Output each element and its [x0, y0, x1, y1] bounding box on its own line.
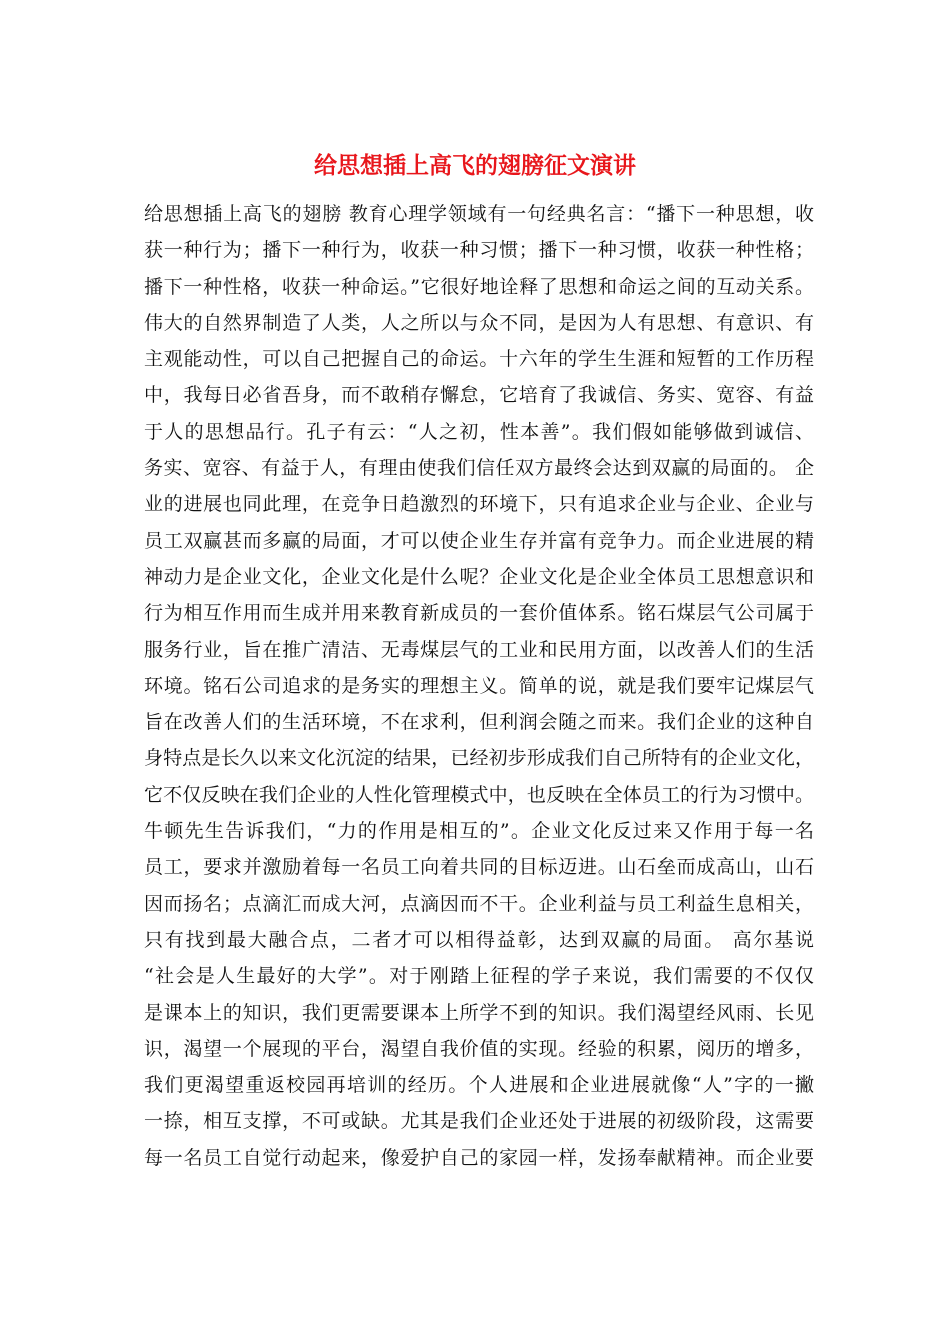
body-line: 播下一种性格，收获一种命运。”它很好地诠释了思想和命运之间的互动关系。 — [144, 275, 814, 298]
body-line: 我们更渴望重返校园再培训的经历。个人进展和企业进展就像“人”字的一撇 — [144, 1074, 814, 1097]
body-line: 牛顿先生告诉我们，“力的作用是相互的”。企业文化反过来又作用于每一名 — [144, 820, 814, 843]
body-line: 获一种行为；播下一种行为，收获一种习惯；播下一种习惯，收获一种性格； — [144, 239, 814, 262]
body-line: 环境。铭石公司追求的是务实的理想主义。简单的说，就是我们要牢记煤层气 — [144, 674, 814, 697]
body-line: 员工双赢甚而多赢的局面，才可以使企业生存并富有竞争力。而企业进展的精 — [144, 529, 814, 552]
body-line: 它不仅反映在我们企业的人性化管理模式中，也反映在全体员工的行为习惯中。 — [144, 783, 814, 806]
body-line: 中，我每日必省吾身，而不敢稍存懈怠，它培育了我诚信、务实、宽容、有益 — [144, 384, 814, 407]
body-line: 身特点是长久以来文化沉淀的结果，已经初步形成我们自己所特有的企业文化， — [144, 747, 814, 770]
body-line: 每一名员工自觉行动起来，像爱护自己的家园一样，发扬奉献精神。而企业要 — [144, 1146, 814, 1169]
body-line: 只有找到最大融合点，二者才可以相得益彰，达到双赢的局面。 高尔基说 — [144, 928, 814, 951]
body-line: 于人的思想品行。孔子有云：“人之初，性本善”。我们假如能够做到诚信、 — [144, 420, 814, 443]
body-line: 业的进展也同此理，在竞争日趋激烈的环境下，只有追求企业与企业、企业与 — [144, 493, 814, 516]
body-line: 员工，要求并激励着每一名员工向着共同的目标迈进。山石垒而成高山，山石 — [144, 856, 814, 879]
body-line: 给思想插上高飞的翅膀 教育心理学领域有一句经典名言：“播下一种思想，收 — [144, 203, 814, 225]
body-line: 旨在改善人们的生活环境，不在求利，但利润会随之而来。我们企业的这种自 — [144, 711, 814, 734]
body-line: 服务行业，旨在推广清洁、无毒煤层气的工业和民用方面，以改善人们的生活 — [144, 638, 814, 661]
body-line: 神动力是企业文化，企业文化是什么呢？企业文化是企业全体员工思想意识和 — [144, 565, 814, 588]
body-line: 一捺，相互支撑，不可或缺。尤其是我们企业还处于进展的初级阶段，这需要 — [144, 1110, 814, 1133]
document-body — [144, 196, 814, 1176]
body-line: 务实、宽容、有益于人，有理由使我们信任双方最终会达到双赢的局面的。 企 — [144, 457, 814, 480]
body-line: 识，渴望一个展现的平台，渴望自我价值的实现。经验的积累，阅历的增多， — [144, 1037, 814, 1060]
body-line: 主观能动性，可以自己把握自己的命运。十六年的学生生涯和短暂的工作历程 — [144, 348, 814, 371]
document-title: 给思想插上高飞的翅膀征文演讲 — [314, 152, 636, 179]
body-line: 是课本上的知识，我们更需要课本上所学不到的知识。我们渴望经风雨、长见 — [144, 1001, 814, 1024]
body-line: “社会是人生最好的大学”。对于刚踏上征程的学子来说，我们需要的不仅仅 — [144, 965, 814, 988]
body-line: 伟大的自然界制造了人类，人之所以与众不同，是因为人有思想、有意识、有 — [144, 311, 814, 334]
body-line: 因而扬名；点滴汇而成大河，点滴因而不干。企业利益与员工利益生息相关， — [144, 892, 814, 915]
body-line: 行为相互作用而生成并用来教育新成员的一套价值体系。铭石煤层气公司属于 — [144, 602, 814, 625]
